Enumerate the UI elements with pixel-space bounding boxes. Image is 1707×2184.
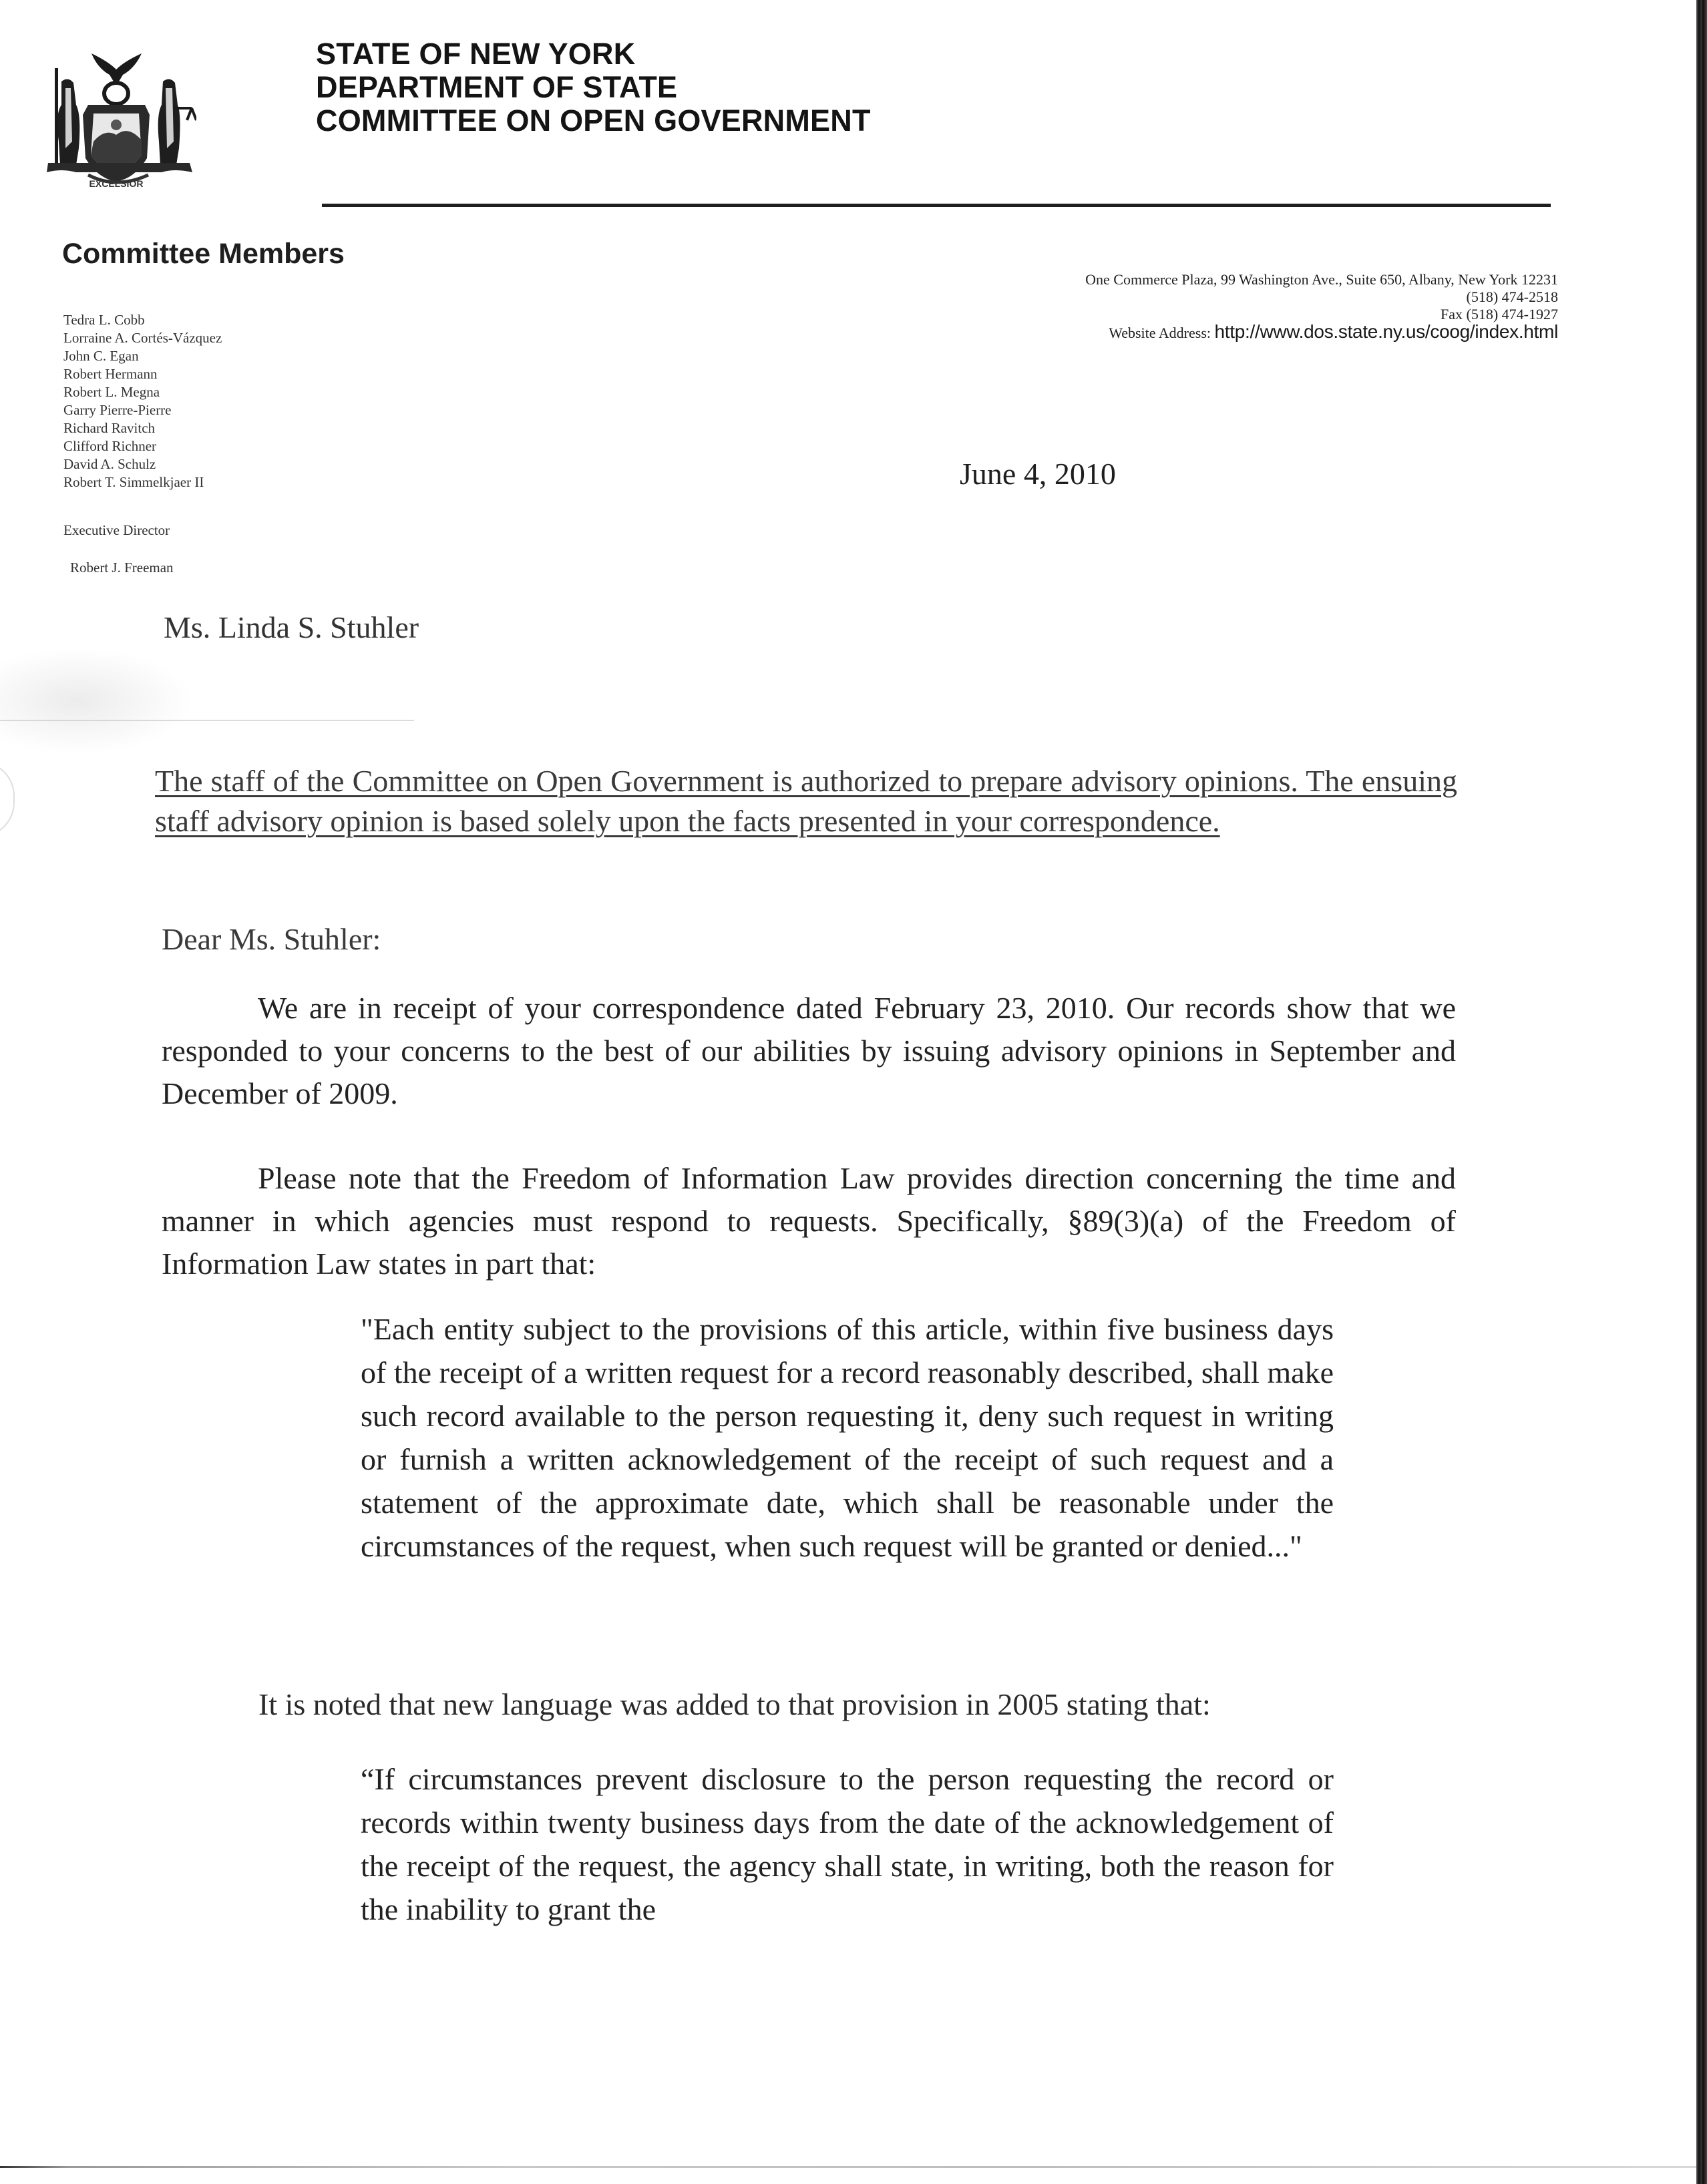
member-name: Robert Hermann xyxy=(63,366,158,382)
statute-quote: “If circumstances prevent disclosure to the person requesting the record or records within twenty business days from the date of the acknowledgement of the receipt of the request, the agency shall state, in writing, both the reason for the inability to grant the xyxy=(361,1762,1334,1926)
member-name: Richard Ravitch xyxy=(63,420,156,436)
executive-director-name: Robert J. Freeman xyxy=(70,560,174,576)
svg-text:EXCELSIOR: EXCELSIOR xyxy=(89,178,144,189)
member-name: John C. Egan xyxy=(63,348,139,364)
letterhead-department: DEPARTMENT OF STATE xyxy=(316,70,678,104)
member-name: David A. Schulz xyxy=(63,456,156,472)
committee-members-heading: Committee Members xyxy=(62,238,345,270)
fax-number: Fax (518) 474-1927 xyxy=(1441,306,1558,322)
recipient-name: Ms. Linda S. Stuhler xyxy=(164,610,419,644)
member-name: Lorraine A. Cortés-Vázquez xyxy=(63,330,222,346)
committee-members-list xyxy=(63,311,222,491)
scan-smudge xyxy=(0,648,194,754)
member-name: Garry Pierre-Pierre xyxy=(63,402,172,418)
phone-number: (518) 474-2518 xyxy=(1466,288,1558,305)
letterhead-title xyxy=(316,37,871,138)
scan-artifact-arc xyxy=(0,761,15,837)
advisory-disclaimer: The staff of the Committee on Open Government is authorized to prepare advisory opinions. The ensuing staff advisory opinion is based solely upon the facts presented in your correspondence. xyxy=(155,764,1457,838)
statute-quote: "Each entity subject to the provisions of this article, within five business days of the receipt of a written request for a record reasonably described, shall make such record available to the person requesting it, deny such request in writing or furnish a written acknowledgement of the receipt of such request and a statement of the approximate date, which shall be reasonable under the circumstances of the request, when such request will be granted or denied..." xyxy=(361,1312,1334,1563)
header-divider xyxy=(322,204,1551,207)
executive-director-label: Executive Director xyxy=(63,522,170,538)
member-name: Robert L. Megna xyxy=(63,384,160,400)
scan-artifact-line xyxy=(0,720,414,721)
website-line xyxy=(1085,323,1558,342)
salutation: Dear Ms. Stuhler: xyxy=(162,922,381,956)
scan-border xyxy=(1696,0,1707,2184)
street-address: One Commerce Plaza, 99 Washington Ave., Suite 650, Albany, New York 12231 xyxy=(1085,271,1558,288)
contact-address-block xyxy=(1085,271,1558,342)
body-note: It is noted that new language was added to that provision in 2005 stating that: xyxy=(258,1687,1211,1721)
new-york-state-seal-icon xyxy=(41,41,196,194)
member-name: Robert T. Simmelkjaer II xyxy=(63,474,204,490)
scan-bottom-edge xyxy=(0,2166,1696,2168)
website-link[interactable]: http://www.dos.state.ny.us/coog/index.html xyxy=(1214,321,1558,342)
body-paragraph: We are in receipt of your correspondence dated February 23, 2010. Our records show that we responded to your concerns to the best of our abilities by issuing advisory opinions in September and December of 2009. xyxy=(162,991,1456,1110)
letter-date: June 4, 2010 xyxy=(960,457,1116,491)
body-paragraph: Please note that the Freedom of Information Law provides direction concerning the time and manner in which agencies must respond to requests. Specifically, §89(3)(a) of the Freedom of Information Law states in part that: xyxy=(162,1161,1456,1281)
member-name: Clifford Richner xyxy=(63,438,157,454)
letterhead-state: STATE OF NEW YORK xyxy=(316,37,636,71)
letterhead-committee: COMMITTEE ON OPEN GOVERNMENT xyxy=(316,103,871,138)
website-label: Website Address: xyxy=(1109,324,1211,341)
member-name: Tedra L. Cobb xyxy=(63,312,145,328)
